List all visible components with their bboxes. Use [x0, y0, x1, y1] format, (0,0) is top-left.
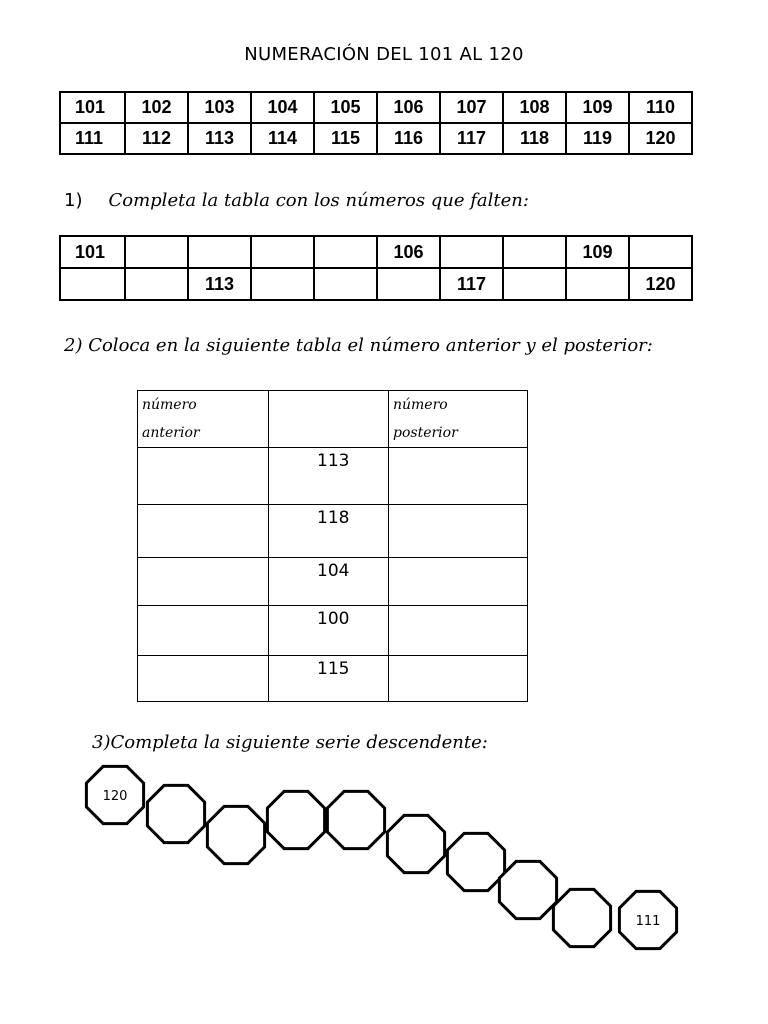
- table-cell: 111: [60, 123, 125, 154]
- table-cell: 103: [188, 92, 251, 123]
- table-cell: 104: [251, 92, 314, 123]
- series-blank-octagon[interactable]: [553, 889, 610, 946]
- table-cell: 101: [60, 236, 125, 268]
- exercise-1-text: Completa la tabla con los números que falten:: [108, 190, 529, 211]
- table-cell: 106: [377, 236, 440, 268]
- table-cell: 117: [440, 268, 503, 300]
- table-cell: 116: [377, 123, 440, 154]
- table-cell: 115: [314, 123, 377, 154]
- table-cell: 118: [503, 123, 566, 154]
- table-cell: 117: [440, 123, 503, 154]
- series-blank-octagon[interactable]: [327, 791, 384, 848]
- exercise-3-instruction: 3)Completa la siguiente serie descendente:: [92, 732, 488, 753]
- given-number: 104: [269, 558, 389, 606]
- page-title: NUMERACIÓN DEL 101 AL 120: [244, 44, 524, 65]
- table-cell: 107: [440, 92, 503, 123]
- exercise-1-number: 1): [64, 190, 83, 211]
- series-blank-octagon[interactable]: [387, 815, 444, 872]
- given-number: 118: [269, 505, 389, 558]
- table-cell: 110: [629, 92, 692, 123]
- exercise-2-instruction: 2) Coloca en la siguiente tabla el número anterior y el posterior:: [64, 335, 653, 356]
- table-cell: 113: [188, 123, 251, 154]
- header-next-number: número posterior: [389, 391, 528, 448]
- table-cell: 120: [629, 123, 692, 154]
- table-cell: 109: [566, 236, 629, 268]
- table-cell: 109: [566, 92, 629, 123]
- given-number: 115: [269, 656, 389, 702]
- series-blank-octagon[interactable]: [499, 861, 556, 918]
- series-blank-octagon[interactable]: [267, 791, 324, 848]
- given-number: 113: [269, 448, 389, 505]
- table-cell: 114: [251, 123, 314, 154]
- table-cell: 101: [60, 92, 125, 123]
- table-cell: 120: [629, 268, 692, 300]
- table-cell: 108: [503, 92, 566, 123]
- table-cell: 106: [377, 92, 440, 123]
- series-blank-octagon[interactable]: [207, 806, 264, 863]
- table-cell: 113: [188, 268, 251, 300]
- series-number: 120: [102, 789, 128, 804]
- series-blank-octagon[interactable]: [447, 833, 504, 890]
- table-cell: 112: [125, 123, 188, 154]
- table-cell: 105: [314, 92, 377, 123]
- table-cell: 119: [566, 123, 629, 154]
- series-blank-octagon[interactable]: [147, 785, 204, 842]
- series-number: 111: [635, 914, 661, 929]
- header-previous-number: número anterior: [138, 391, 269, 448]
- given-number: 100: [269, 606, 389, 656]
- table-cell: 102: [125, 92, 188, 123]
